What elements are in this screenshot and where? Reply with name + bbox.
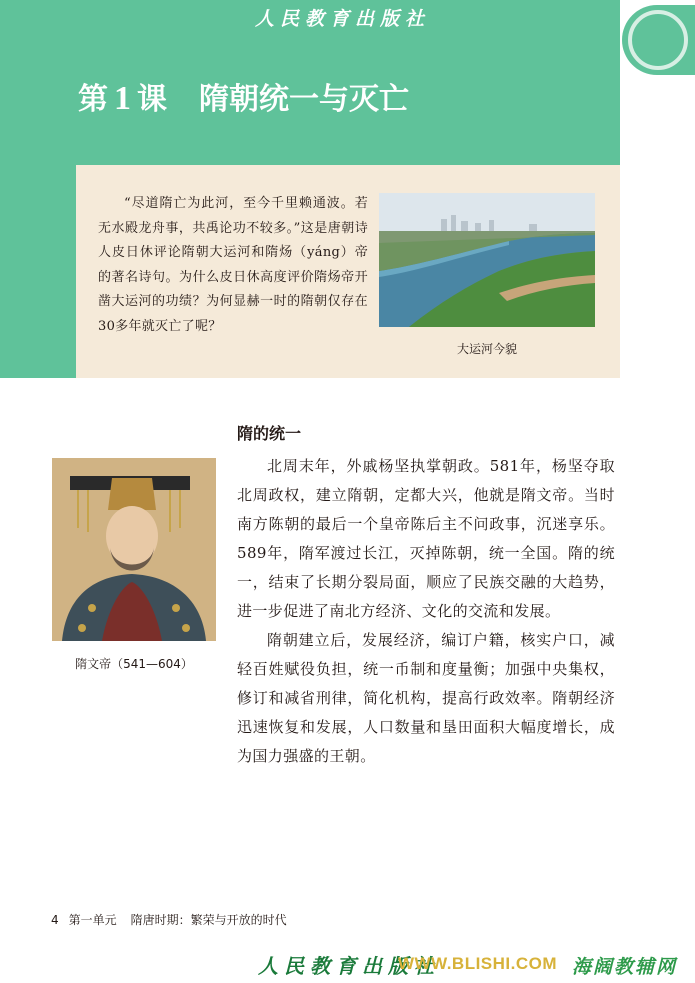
grand-canal-photo-drawing (379, 193, 595, 327)
emperor-portrait-drawing (52, 458, 216, 641)
section-heading: 隋的统一 (237, 424, 302, 443)
site-watermark-logo: 海阔教辅网 (572, 956, 678, 978)
lesson-suffix: 课 (137, 82, 167, 117)
grand-canal-caption: 大运河今貌 (456, 342, 517, 356)
corner-tab-ring-icon (628, 10, 688, 70)
emperor-portrait (52, 458, 216, 641)
intro-paragraph: “尽道隋亡为此河，至今千里赖通波。若无水殿龙舟事，共禹论功不较多。”这是唐朝诗人皮日休评论隋朝大运河和隋炀（yáng）帝的著名诗句。为什么皮日休高度评价隋炀帝开凿大运河的功绩？为何显赫一时的隋朝仅存在30多年就灭亡了呢？ (98, 196, 368, 334)
lesson-prefix: 第 (78, 82, 108, 117)
publisher-mark-top: 人民教育出版社 (255, 8, 431, 30)
body-paragraph-2: 隋朝建立后，发展经济，编订户籍，核实户口，减轻百姓赋役负担，统一币制和度量衡；加强中央集权，修订和减省刑律，简化机构，提高行政效率。隋朝经济迅速恢复和发展，人口数量和垦田面积大幅度增长，成为国力强盛的王朝。 (237, 631, 615, 765)
lesson-title (78, 74, 409, 118)
emperor-portrait-caption: 隋文帝（541—604） (75, 657, 193, 671)
page-number: 4 (51, 913, 59, 927)
intro-text (98, 192, 368, 339)
body-paragraph-1: 北周末年，外戚杨坚执掌朝政。581年，杨坚夺取北周政权，建立隋朝，定都大兴，他就是隋文帝。当时南方陈朝的最后一个皇帝陈后主不问政事，沉迷享乐。589年，隋军渡过长江，灭掉陈朝，统一全国。隋的统一，结束了长期分裂局面，顺应了民族交融的大趋势，进一步促进了南北方经济、文化的交流和发展。 (237, 457, 615, 620)
footer-unit: 第一单元 (68, 913, 117, 927)
lesson-title-text: 隋朝统一与灭亡 (199, 82, 409, 117)
footer-unit-title: 隋唐时期：繁荣与开放的时代 (130, 913, 287, 927)
grand-canal-photo (379, 193, 595, 327)
lesson-number: 1 (114, 80, 131, 117)
site-watermark: WWW.BLISHI.COM (398, 954, 558, 973)
section-body (237, 452, 615, 771)
publisher-mark-bottom: 人民教育出版社 (258, 954, 440, 978)
page-footer (51, 911, 287, 928)
